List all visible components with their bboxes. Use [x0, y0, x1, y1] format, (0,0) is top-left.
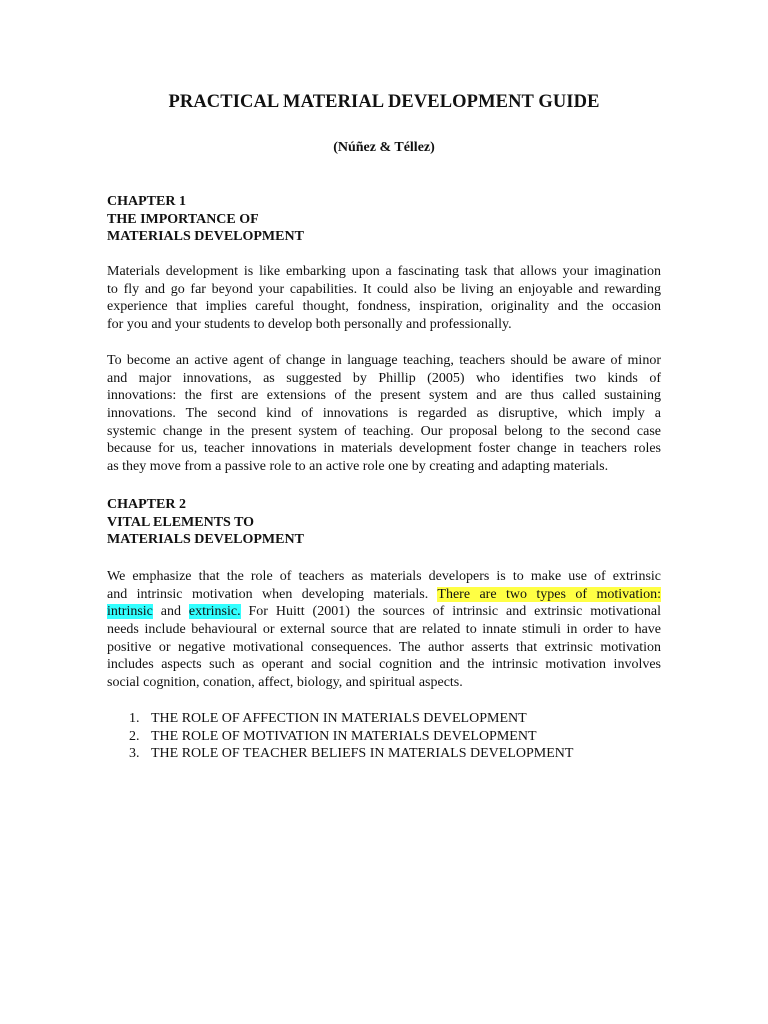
list-item-text: THE ROLE OF TEACHER BELIEFS IN MATERIALS DEVELOPMENT	[151, 746, 574, 762]
chapter-2-number: CHAPTER 2	[107, 497, 186, 512]
list-item-number: 2.	[129, 728, 140, 744]
paragraph-line: We emphasize that the role of teachers as materials developers is to make use of extrinsic	[107, 569, 661, 584]
chapter-2-title-line-2: MATERIALS DEVELOPMENT	[107, 532, 304, 547]
chapter-1-paragraph-2	[107, 352, 661, 476]
highlighted-term-extrinsic: extrinsic.	[188, 604, 241, 620]
paragraph-line: and major innovations, as suggested by Phillip (2005) who identifies two kinds of	[107, 370, 661, 386]
chapter-2-heading	[107, 496, 304, 549]
paragraph-line: to fly and go far beyond your capabilities. It could also be living an enjoyable and rewarding	[107, 281, 661, 297]
paragraph-line: needs include behavioural or external source that are related to innate stimuli in order to have	[107, 622, 661, 638]
chapter-2-title-line-1: VITAL ELEMENTS TO	[107, 514, 255, 530]
paragraph-line: innovations: the first are extensions of the present system and are thus called sustaining	[107, 388, 661, 404]
list-item-number: 1.	[129, 711, 140, 726]
paragraph-line: because for us, teacher innovations in materials development foster change in teachers roles	[107, 441, 661, 457]
paragraph-line: for you and your students to develop both personally and professionally.	[107, 317, 512, 333]
chapter-1-paragraph-1	[107, 263, 661, 334]
list-item-text: THE ROLE OF MOTIVATION IN MATERIALS DEVELOPMENT	[151, 728, 537, 744]
paragraph-line: experience that implies careful thought, fondness, inspiration, originality and the occasion	[107, 299, 661, 315]
list-item-number: 3.	[129, 746, 140, 762]
highlighted-text: There are two types of motivation:	[437, 586, 661, 602]
list-item	[129, 745, 573, 763]
paragraph-line: as they move from a passive role to an active role one by creating and adapting materials.	[107, 459, 609, 475]
chapter-2-paragraph	[107, 568, 661, 692]
topics-list	[129, 710, 573, 763]
paragraph-line: positive or negative motivational consequences. The author asserts that extrinsic motivation	[107, 639, 661, 655]
chapter-1-title-line-1: THE IMPORTANCE OF	[107, 211, 259, 227]
paragraph-line: Materials development is like embarking upon a fascinating task that allows your imagination	[107, 264, 661, 279]
chapter-1-title-line-2: MATERIALS DEVELOPMENT	[107, 229, 304, 244]
paragraph-line	[107, 603, 661, 621]
chapter-1-number: CHAPTER 1	[107, 194, 186, 209]
list-item	[129, 710, 573, 728]
paragraph-text: and intrinsic motivation when developing materials.	[107, 586, 429, 602]
paragraph-line: includes aspects such as operant and social cognition and the intrinsic motivation involves	[107, 657, 661, 673]
paragraph-text: and	[152, 604, 189, 620]
paragraph-text: For Huitt (2001) the sources of intrinsic and extrinsic motivational	[240, 604, 661, 620]
list-item	[129, 728, 573, 746]
chapter-1-heading	[107, 193, 304, 246]
document-authors: (Núñez & Téllez)	[333, 140, 435, 155]
list-item-text: THE ROLE OF AFFECTION IN MATERIALS DEVELOPMENT	[151, 711, 527, 726]
paragraph-line: social cognition, conation, affect, biology, and spiritual aspects.	[107, 675, 463, 691]
paragraph-line: To become an active agent of change in language teaching, teachers should be aware of minor	[107, 353, 661, 368]
highlighted-term-intrinsic: intrinsic	[107, 604, 153, 620]
paragraph-line: innovations. The second kind of innovations is regarded as disruptive, which imply a	[107, 406, 661, 422]
paragraph-line	[107, 586, 661, 604]
document-title: PRACTICAL MATERIAL DEVELOPMENT GUIDE	[168, 92, 600, 112]
paragraph-line: systemic change in the present system of teaching. Our proposal belong to the second case	[107, 423, 661, 439]
